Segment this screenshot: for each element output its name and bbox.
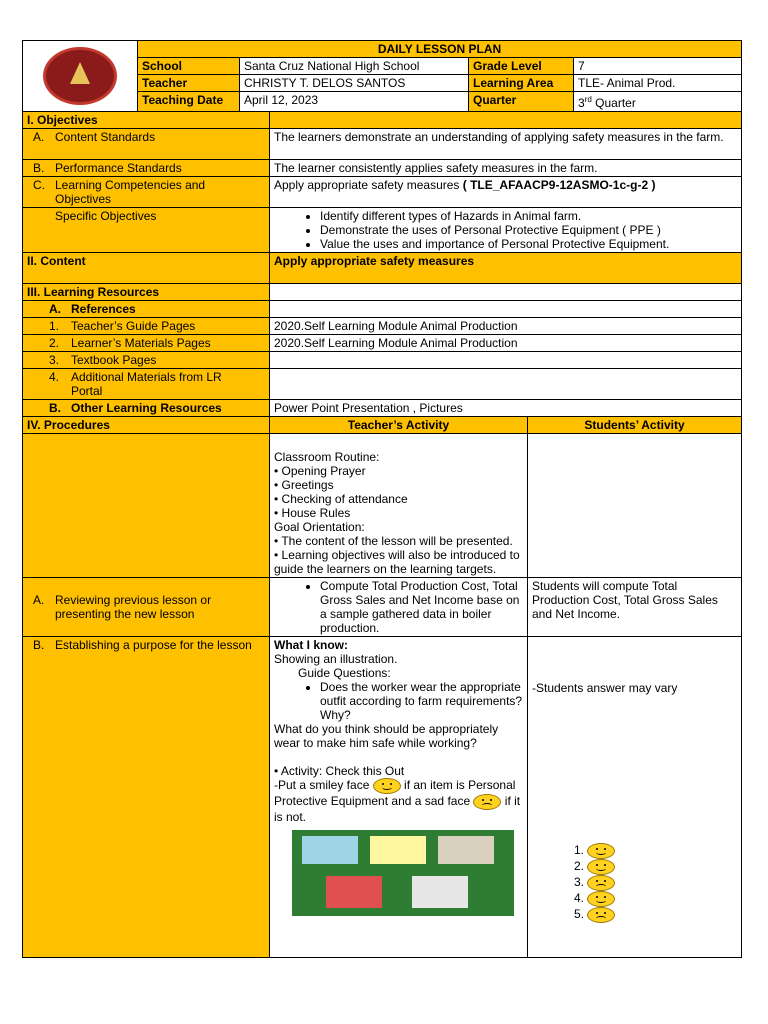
teacher-value: CHRISTY T. DELOS SANTOS — [240, 75, 469, 92]
content-value: Apply appropriate safety measures — [270, 253, 742, 284]
content-standards-label: A. Content Standards — [23, 129, 270, 160]
hard-hat-picture — [412, 876, 468, 908]
establishing-purpose-teacher: What I know: Showing an illustration. Guide Questions: • Does the worker wear the appropriate outfit according to farm requirements? Why? What do you think should be appropriately wear to make him safe while working? • Activity: Check this Out -Put a smiley face if an item is Personal Protective Equipment and a sad face if it is not. — [270, 637, 528, 958]
teacher-label: Teacher — [138, 75, 240, 92]
smiley-face-icon — [587, 843, 615, 859]
establishing-purpose-student: -Students answer may vary 1. 2. 3. 4. 5. — [528, 637, 742, 958]
additional-materials-label: 4. Additional Materials from LR Portal — [23, 369, 270, 400]
competencies-value: Apply appropriate safety measures ( TLE_AFAACP9-12ASMO-1c-g-2 ) — [270, 177, 742, 208]
answer-item: 4. — [574, 891, 737, 907]
rubber-boots-picture — [326, 876, 382, 908]
ppe-pictures — [292, 830, 514, 916]
grade-level-value: 7 — [574, 58, 742, 75]
school-label: School — [138, 58, 240, 75]
teachers-activity-heading: Teacher’s Activity — [270, 417, 528, 434]
school-logo — [43, 47, 117, 105]
teaching-date-label: Teaching Date — [138, 92, 240, 112]
performance-standards-label: B. Performance Standards — [23, 160, 270, 177]
grade-level-label: Grade Level — [469, 58, 574, 75]
specific-objective: • Demonstrate the uses of Personal Protective Equipment ( PPE ) — [320, 223, 737, 237]
wristwatch-picture — [438, 836, 494, 864]
routine-item: • Greetings — [274, 478, 334, 492]
specific-objectives-list — [270, 208, 742, 253]
classroom-routine-cell: Classroom Routine: • Opening Prayer • Greetings • Checking of attendance • House Rules Goal Orientation: • The content of the lesson will be presented. • Learning objectives will also be introduced to guide the learners on the learning targets. — [270, 434, 528, 578]
quarter-value: 3rd Quarter — [574, 92, 742, 112]
teachers-guide-value: 2020.Self Learning Module Animal Production — [270, 318, 742, 335]
learning-area-value: TLE- Animal Prod. — [574, 75, 742, 92]
specific-objective: • Value the uses and importance of Personal Protective Equipment. — [320, 237, 737, 251]
face-mask-picture — [302, 836, 358, 864]
competencies-label: C. Learning Competencies and Objectives — [23, 177, 270, 208]
specific-objectives-label: Specific Objectives — [23, 208, 270, 253]
teachers-guide-label: 1. Teacher’s Guide Pages — [23, 318, 270, 335]
routine-item: • Opening Prayer — [274, 464, 366, 478]
procedures-heading: IV. Procedures — [23, 417, 270, 434]
learners-materials-value: 2020.Self Learning Module Animal Production — [270, 335, 742, 352]
teaching-date-value: April 12, 2023 — [240, 92, 469, 112]
performance-standards-value: The learner consistently applies safety measures in the farm. — [270, 160, 742, 177]
goal-item: • Learning objectives will also be introduced to guide the learners on the learning targets. — [274, 548, 520, 576]
answer-key — [532, 843, 737, 923]
reviewing-student-activity: Students will compute Total Production Cost, Total Gross Sales and Net Income. — [528, 578, 742, 637]
routine-item: • House Rules — [274, 506, 351, 520]
learners-materials-label: 2. Learner’s Materials Pages — [23, 335, 270, 352]
other-resources-value: Power Point Presentation , Pictures — [270, 400, 742, 417]
textbook-label: 3. Textbook Pages — [23, 352, 270, 369]
answer-item: 3. — [574, 875, 737, 891]
learning-area-label: Learning Area — [469, 75, 574, 92]
specific-objective: • Identify different types of Hazards in Animal farm. — [320, 209, 737, 223]
other-resources-label: B. Other Learning Resources — [23, 400, 270, 417]
smiley-face-icon — [373, 778, 401, 794]
smiley-face-icon — [587, 859, 615, 875]
answer-item: 1. — [574, 843, 737, 859]
school-logo-cell — [23, 41, 138, 112]
lesson-table — [22, 111, 742, 958]
school-value: Santa Cruz National High School — [240, 58, 469, 75]
content-heading: II. Content — [23, 253, 270, 284]
lesson-plan-title: DAILY LESSON PLAN — [138, 41, 742, 58]
routine-item: • Checking of attendance — [274, 492, 408, 506]
safety-vest-picture — [370, 836, 426, 864]
students-activity-heading: Students’ Activity — [528, 417, 742, 434]
learning-resources-heading: III. Learning Resources — [23, 284, 270, 301]
reviewing-teacher-activity: • Compute Total Production Cost, Total Gross Sales and Net Income base on a sample gathered data in boiler production. — [270, 578, 528, 637]
goal-item: • The content of the lesson will be presented. — [274, 534, 513, 548]
references-label: A. References — [23, 301, 270, 318]
answer-item: 5. — [574, 907, 737, 923]
reviewing-lesson-label: A. Reviewing previous lesson or presenting the new lesson — [23, 578, 270, 637]
header-table — [22, 40, 742, 112]
answer-item: 2. — [574, 859, 737, 875]
sad-face-icon — [587, 907, 615, 923]
establishing-purpose-label: B. Establishing a purpose for the lesson — [23, 637, 270, 958]
quarter-label: Quarter — [469, 92, 574, 112]
sad-face-icon — [587, 875, 615, 891]
content-standards-value: The learners demonstrate an understanding of applying safety measures in the farm. — [270, 129, 742, 160]
smiley-face-icon — [587, 891, 615, 907]
objectives-heading: I. Objectives — [23, 112, 270, 129]
sad-face-icon — [473, 794, 501, 810]
